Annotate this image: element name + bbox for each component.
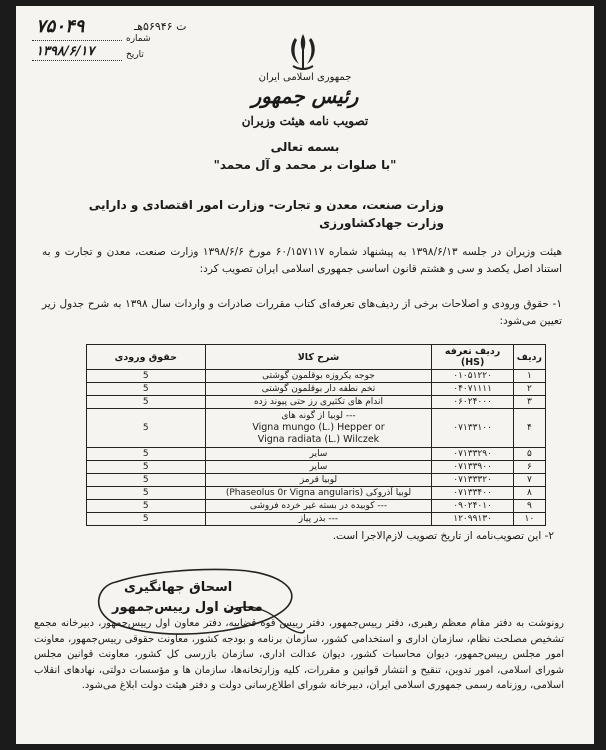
hs-code: ۱۲۰۹۹۱۳۰ [432,513,513,526]
import-duty: 5 [87,409,206,448]
republic-title: جمهوری اسلامی ایران [258,72,352,83]
addressee-line-1: وزارت صنعت، معدن و تجارت- وزارت امور اقتصادی و دارایی [88,198,444,212]
table-row [87,500,546,513]
row-number: ۵ [513,448,545,461]
table-row [87,383,546,396]
reference-prefix: ت ۵۶۹۴۶هـ [134,20,187,33]
signatory-title: معاون اول رییس‌جمهور [112,600,263,615]
cabinet-decree-title: تصویب نامه هیئت وزیران [241,114,369,128]
description-en-2: Vigna radiata (L.) Wilczek [257,434,380,445]
iran-emblem-icon [281,30,325,74]
paragraph-approval: هیئت وزیران در جلسه ۱۳۹۸/۶/۱۳ به پیشنهاد شماره ۶۰/۱۵۷۱۱۷ مورخ ۱۳۹۸/۶/۶ وزارت صنعت، معدن و تجارت و به استناد اصل یکصد و سی و هشتم قانون اساسی جمهوری اسلامی ایران تصویب کرد: [42,246,563,275]
import-duty: 5 [87,474,206,487]
import-duty: 5 [87,383,206,396]
description: --- کوبیده در بسته غیر خرده فروشی [205,500,432,513]
table-row [87,487,546,500]
basmala: بسمه تعالی [270,140,340,154]
signatory-name: اسحاق جهانگیری [124,580,233,595]
paragraph-clause-2: ۲- این تصویب‌نامه از تاریخ تصویب لازم‌الاجرا است. [332,530,554,542]
import-duty: 5 [87,370,206,383]
row-number: ۱۰ [513,513,545,526]
row-number: ۳ [513,396,545,409]
description: سایر [205,461,432,474]
row-number: ۲ [513,383,545,396]
description [205,409,432,448]
table-row [87,513,546,526]
hs-code: ۰۷۱۳۳۴۰۰ [432,487,513,500]
table-row [87,448,546,461]
description: جوجه یکروزه بوقلمون گوشتی [205,370,432,383]
header-hs-code: ردیف تعرفه (HS) [432,345,513,370]
import-duty: 5 [87,448,206,461]
salavat: "با صلوات بر محمد و آل محمد" [213,158,397,172]
header-row-number: ردیف [513,345,545,370]
header-description: شرح کالا [205,345,432,370]
president-title: رئیس جمهور [251,84,359,108]
description-fa: --- لوبیا از گونه های [281,411,356,421]
table-header-row [87,345,546,370]
description: سایر [205,448,432,461]
description: تخم نطفه دار بوقلمون گوشتی [205,383,432,396]
row-number: ۸ [513,487,545,500]
description-en-1: Vigna mungo (L.) Hepper or [252,422,385,433]
copies-distribution: رونوشت به دفتر مقام معظم رهبری، دفتر رییس‌جمهور، دفتر رییس قوه قضاییه، دفتر معاون اول رییس‌جمهور، دبیرخانه مجمع تشخیص مصلحت نظام، سازمان اداری و استخدامی کشور، سازمان برنامه و بودجه کشور، معاونت حقوقی رییس‌جمهور، معاونت امور مجلس رییس‌جمهور، دیوان محاسبات کشور، دیوان عدالت اداری، سازمان بازرسی کل کشور، معاونت قوانین مجلس شورای اسلامی، امور تدوین، تنقیح و انتشار قوانین و مقررات، کلیه وزارتخانه‌ها، سازمان ها و مؤسسات دولتی، نهادهای انقلاب اسلامی، روزنامه رسمی جمهوری اسلامی ایران، دبیرخانه شورای اطلاع‌رسانی دولت و دفتر هیئت دولت ابلاغ می‌شود. [34,618,564,691]
hs-code: ۰۷۱۳۳۲۹۰ [432,448,513,461]
row-number: ۶ [513,461,545,474]
hs-code: ۰۷۱۳۳۹۰۰ [432,461,513,474]
number-dotted-line [32,40,122,41]
row-number: ۹ [513,500,545,513]
hs-code: ۰۶۰۲۴۰۰۰ [432,396,513,409]
row-number: ۷ [513,474,545,487]
decree-document [16,6,594,744]
hs-code: ۰۱۰۵۱۲۲۰ [432,370,513,383]
import-duty: 5 [87,500,206,513]
description: لوبیا قرمز [205,474,432,487]
reference-date: ۱۳۹۸/۶/۱۷ [36,44,95,59]
hs-code: ۰۷۱۳۳۱۰۰ [432,409,513,448]
description: اندام های تکثیری رز حتی پیوند زده [205,396,432,409]
table-row [87,409,546,448]
table-row [87,396,546,409]
date-label: تاریخ [126,50,144,60]
hs-code: ۰۴۰۷۱۱۱۱ [432,383,513,396]
import-duty: 5 [87,396,206,409]
hs-code: ۰۷۱۳۳۳۲۰ [432,474,513,487]
description: لوبیا آذروکی (Phaseolus 0r Vigna angularis) [205,487,432,500]
import-duty: 5 [87,461,206,474]
paragraph-clause-1: ۱- حقوق ورودی و اصلاحات برخی از ردیف‌های تعرفه‌ای کتاب مقررات صادرات و واردات سال ۱۳۹۸ به شرح جدول زیر تعیین می‌شود: [42,298,562,327]
table-row [87,370,546,383]
table-row [87,461,546,474]
import-duty: 5 [87,487,206,500]
addressee-line-2: وزارت جهادکشاورزی [319,216,444,230]
description: --- بذر پیاز [205,513,432,526]
import-duty: 5 [87,513,206,526]
row-number: ۴ [513,409,545,448]
header-import-duty: حقوق ورودی [87,345,206,370]
hs-code: ۰۹۰۲۴۰۱۰ [432,500,513,513]
tariff-table [86,344,546,526]
number-label: شماره [126,34,151,44]
date-dotted-line [32,60,122,61]
reference-number: ۷۵۰۴۹ [36,16,85,37]
table-row [87,474,546,487]
row-number: ۱ [513,370,545,383]
